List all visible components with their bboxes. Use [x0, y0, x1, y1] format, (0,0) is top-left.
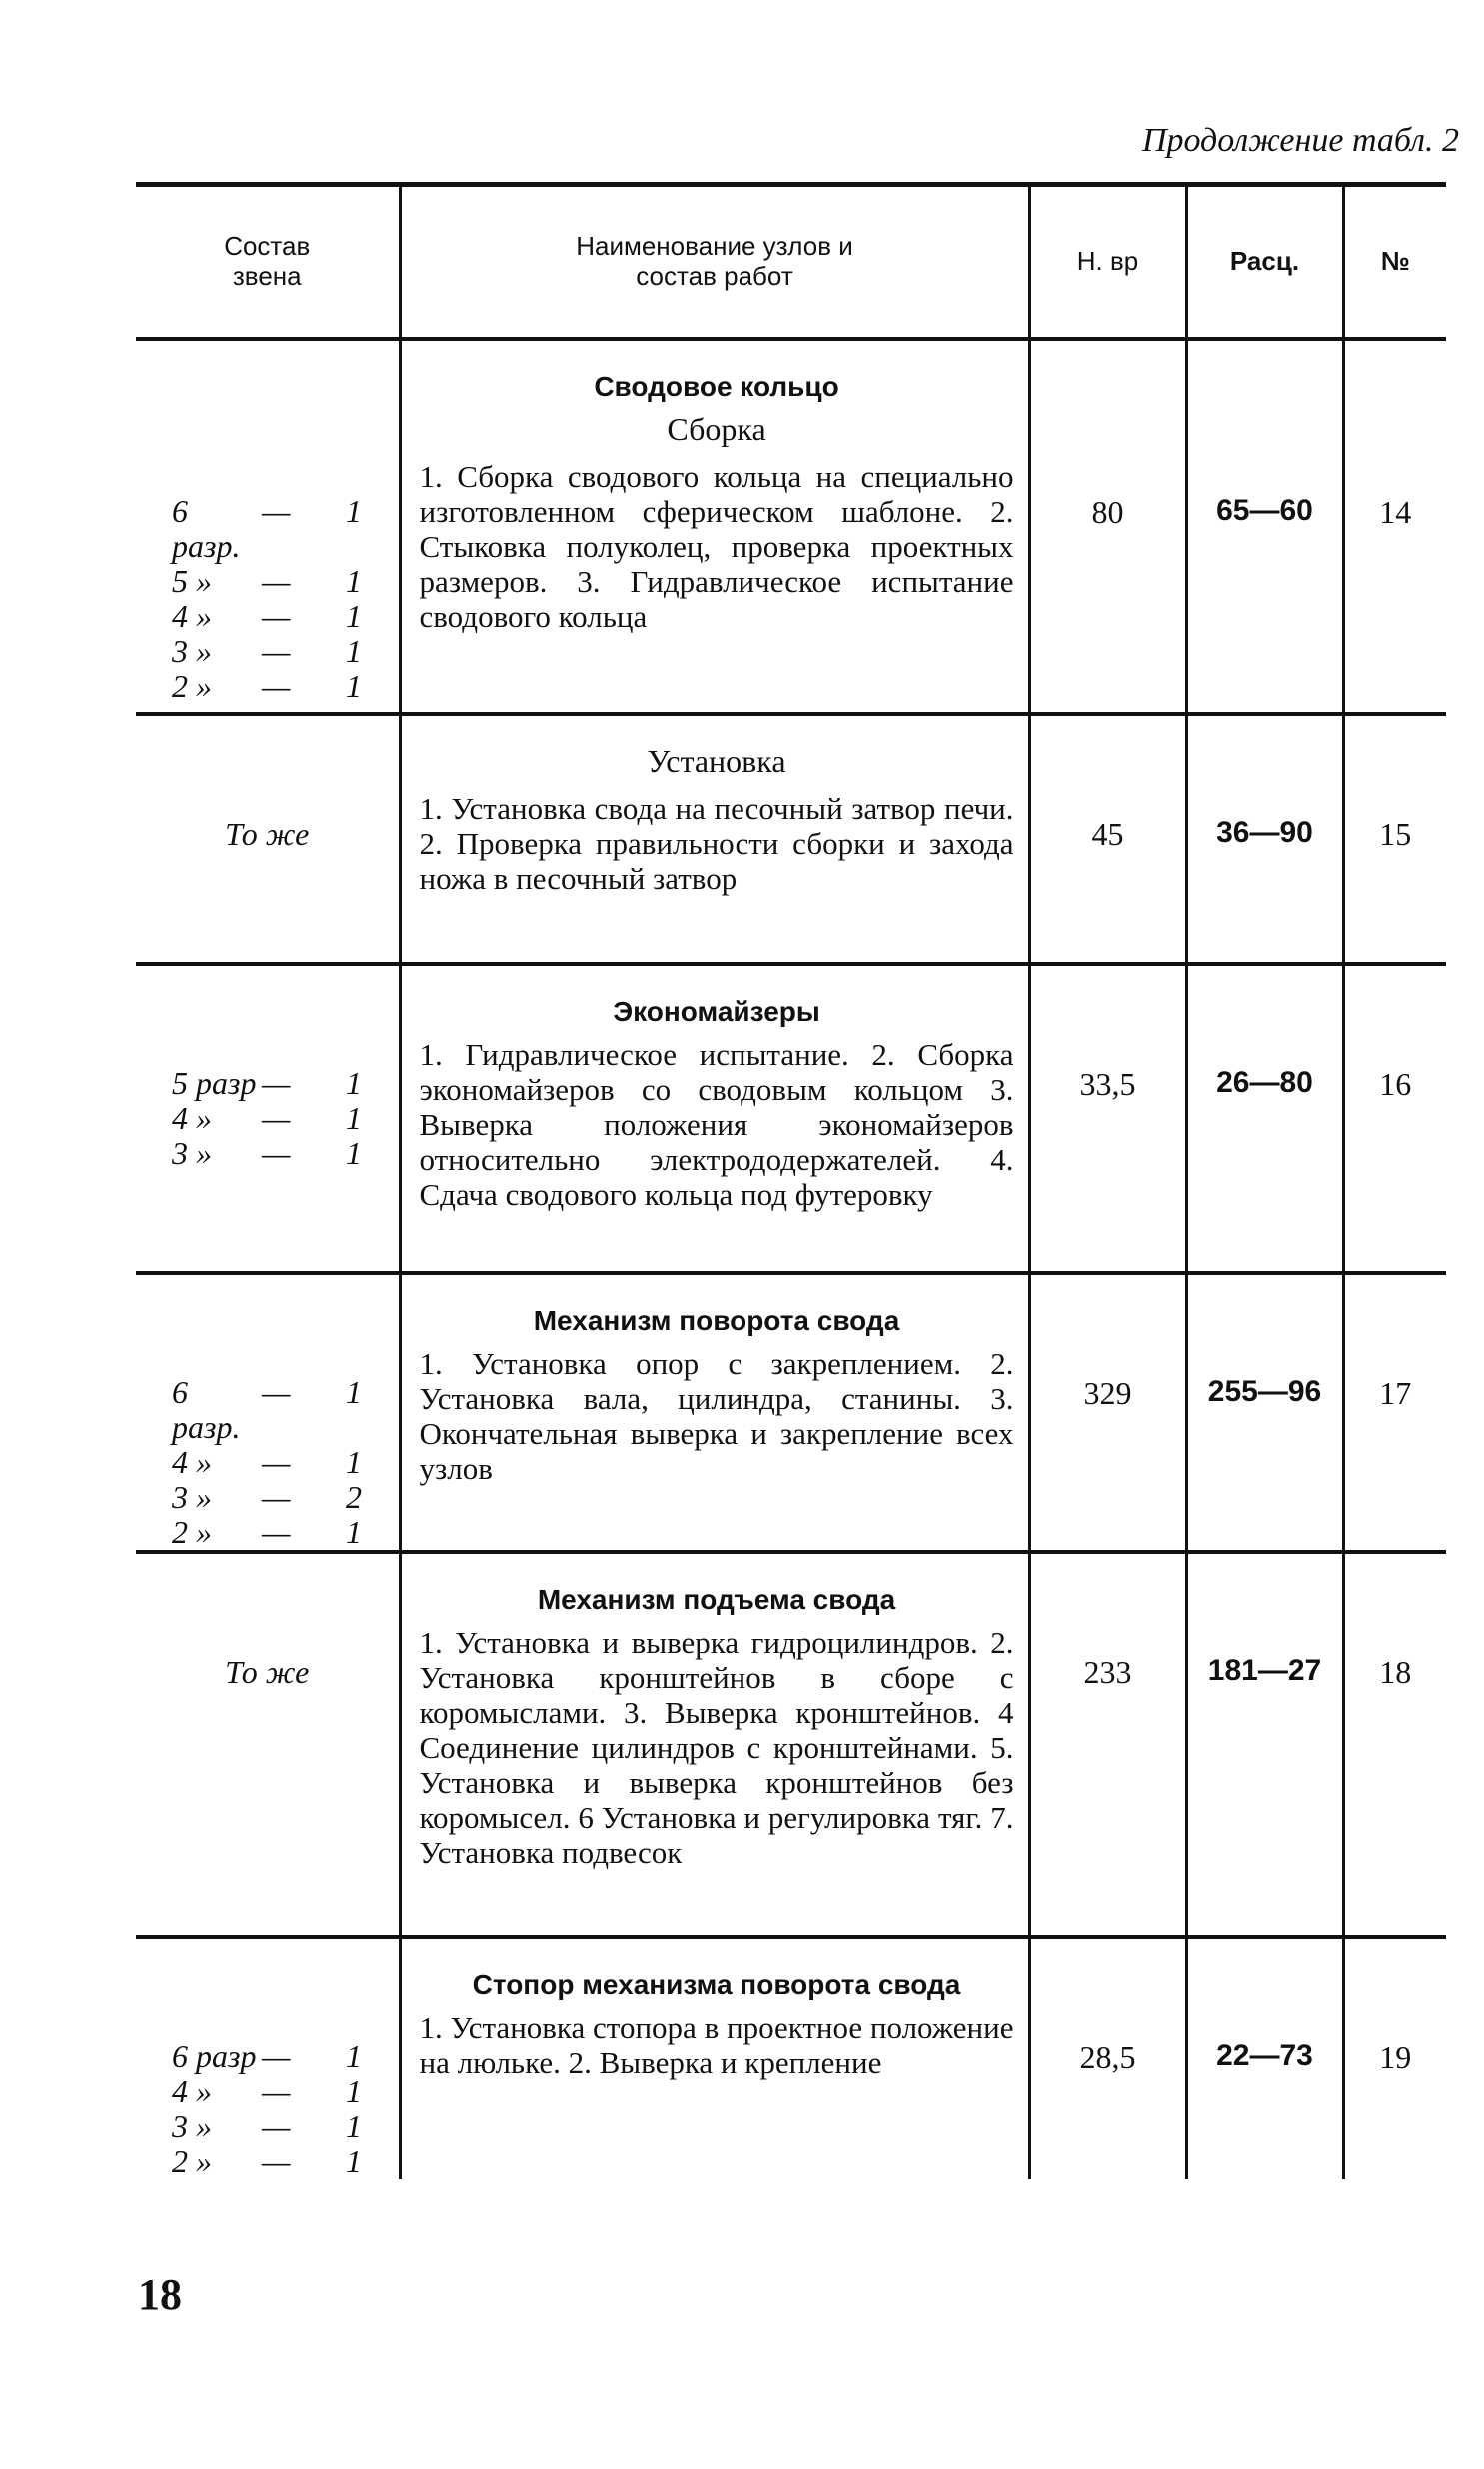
norms-table: [136, 182, 1446, 2179]
crew-count: 1: [346, 1444, 362, 1480]
subsection-title: Установка: [647, 743, 786, 779]
norm-value: 45: [1029, 714, 1186, 964]
row-number: 15: [1343, 714, 1446, 964]
subsection-title: Сборка: [667, 411, 766, 447]
rate-value: 65—60: [1186, 339, 1343, 714]
crew-cell: [136, 1937, 400, 2179]
work-cell: [400, 714, 1029, 964]
crew-line: [172, 494, 399, 564]
crew-dash: —: [262, 2073, 291, 2109]
row-number: 16: [1343, 964, 1446, 1273]
work-cell: [400, 339, 1029, 714]
crew-dash: —: [262, 2108, 291, 2144]
crew-count: 1: [346, 2038, 362, 2074]
rate-value: 26—80: [1186, 964, 1343, 1273]
row-number: 17: [1343, 1273, 1446, 1552]
norm-value: 28,5: [1029, 1937, 1186, 2179]
crew-count: 1: [346, 1065, 362, 1101]
crew-count: 1: [346, 2073, 362, 2109]
page-number: 18: [138, 2270, 182, 2319]
norm-value: 329: [1029, 1273, 1186, 1552]
crew-dash: —: [262, 2038, 291, 2074]
table-row: [136, 1552, 1446, 1937]
crew-line: [172, 634, 399, 669]
crew-line: [172, 1445, 399, 1480]
crew-count: 1: [346, 633, 362, 669]
crew-cell: [136, 714, 400, 964]
work-description: 1. Гидравлическое испытание. 2. Сборка экономайзеров со сводовым кольцом 3. Выверка положения экономайзеров относительно электрододержателей. 4. Сдача сводового кольца под футеровку: [419, 1037, 1014, 1212]
table-row: [136, 1273, 1446, 1552]
crew-grade: 2 »: [172, 1514, 212, 1550]
crew-count: 1: [346, 1135, 362, 1171]
section-title: Экономайзеры: [613, 996, 820, 1027]
crew-dash: —: [262, 1100, 291, 1136]
work-cell: [400, 1552, 1029, 1937]
crew-grade: 3 »: [172, 1135, 212, 1171]
crew-count: 1: [346, 1374, 362, 1410]
work-cell: [400, 1937, 1029, 2179]
header-rate: Расц.: [1186, 185, 1343, 340]
norm-value: 80: [1029, 339, 1186, 714]
table-row: [136, 339, 1446, 714]
row-number: 14: [1343, 339, 1446, 714]
work-cell: [400, 1273, 1029, 1552]
crew-line: [172, 1101, 399, 1136]
crew-dash: —: [262, 1135, 291, 1171]
crew-line: [172, 564, 399, 599]
crew-grade: 4 »: [172, 1100, 212, 1136]
same-crew-label: То же: [225, 1654, 310, 1690]
header-norm: Н. вр: [1029, 185, 1186, 340]
crew-dash: —: [262, 2143, 291, 2179]
crew-grade: 6 разр.: [172, 493, 241, 564]
work-cell: [400, 964, 1029, 1273]
work-description: 1. Сборка сводового кольца на специально изготовленном сферическом шаблоне. 2. Стыковка полуколец, проверка проектных размеров. 3. Гидравлическое испытание сводового кольца: [419, 459, 1014, 634]
crew-count: 1: [346, 1514, 362, 1550]
norm-value: 233: [1029, 1552, 1186, 1937]
continued-caption: Продолжение табл. 2: [1141, 122, 1459, 159]
rate-value: 255—96: [1186, 1273, 1343, 1552]
crew-grade: 4 »: [172, 2073, 212, 2109]
work-description: 1. Установка стопора в проектное положение на люльке. 2. Выверка и крепление: [419, 2010, 1014, 2080]
work-description: 1. Установка опор с закреплением. 2. Установка вала, цилиндра, станины. 3. Окончательная выверка и закрепление всех узлов: [419, 1346, 1014, 1486]
row-number: 19: [1343, 1937, 1446, 2179]
crew-dash: —: [262, 1514, 291, 1550]
crew-dash: —: [262, 633, 291, 669]
crew-line: [172, 1515, 399, 1550]
crew-grade: 2 »: [172, 668, 212, 704]
crew-grade: 6 разр: [172, 2038, 257, 2074]
same-crew-label: То же: [225, 816, 310, 852]
header-no: №: [1343, 185, 1446, 340]
crew-count: 1: [346, 2143, 362, 2179]
crew-grade: 3 »: [172, 633, 212, 669]
crew-dash: —: [262, 1065, 291, 1101]
crew-line: [172, 1136, 399, 1171]
crew-count: 1: [346, 563, 362, 599]
crew-dash: —: [262, 1479, 291, 1515]
norm-value: 33,5: [1029, 964, 1186, 1273]
rate-value: 22—73: [1186, 1937, 1343, 2179]
crew-line: [172, 2144, 399, 2179]
crew-count: 1: [346, 2108, 362, 2144]
header-crew: Состав звена: [136, 185, 400, 340]
section-title: Механизм подъема свода: [537, 1584, 896, 1615]
crew-grade: 5 разр: [172, 1065, 257, 1101]
table-row: [136, 1937, 1446, 2179]
crew-grade: 6 разр.: [172, 1374, 241, 1445]
crew-line: [172, 1375, 399, 1445]
crew-count: 1: [346, 598, 362, 634]
crew-dash: —: [262, 1374, 291, 1410]
section-title: Механизм поворота свода: [533, 1305, 900, 1336]
table-body: [136, 339, 1446, 2179]
crew-count: 2: [346, 1479, 362, 1515]
crew-line: [172, 669, 399, 704]
section-title: Стопор механизма поворота свода: [472, 1969, 961, 2000]
crew-cell: [136, 964, 400, 1273]
table-row: [136, 964, 1446, 1273]
crew-grade: 5 »: [172, 563, 212, 599]
crew-line: [172, 1480, 399, 1515]
crew-count: 1: [346, 493, 362, 529]
crew-line: [172, 2074, 399, 2109]
crew-count: 1: [346, 1100, 362, 1136]
crew-cell: [136, 1273, 400, 1552]
section-title: Сводовое кольцо: [594, 371, 839, 402]
work-description: 1. Установка свода на песочный затвор печи. 2. Проверка правильности сборки и захода ножа в песочный затвор: [419, 791, 1014, 896]
table-row: [136, 714, 1446, 964]
crew-count: 1: [346, 668, 362, 704]
crew-line: [172, 2109, 399, 2144]
crew-cell: [136, 339, 400, 714]
table-header-row: [136, 185, 1446, 340]
crew-dash: —: [262, 668, 291, 704]
crew-dash: —: [262, 493, 291, 529]
rate-value: 181—27: [1186, 1552, 1343, 1937]
crew-dash: —: [262, 1444, 291, 1480]
crew-grade: 3 »: [172, 2108, 212, 2144]
crew-cell: [136, 1552, 400, 1937]
rate-value: 36—90: [1186, 714, 1343, 964]
crew-line: [172, 1066, 399, 1101]
crew-dash: —: [262, 563, 291, 599]
row-number: 18: [1343, 1552, 1446, 1937]
crew-line: [172, 2039, 399, 2074]
crew-grade: 3 »: [172, 1479, 212, 1515]
work-description: 1. Установка и выверка гидроцилиндров. 2. Установка кронштейнов в сборе с коромыслами. 3. Выверка кронштейнов. 4 Соединение цилиндров с кронштейнами. 5. Установка и выверка кронштейнов без коромысел. 6 Установка и регулировка тяг. 7. Установка подвесок: [419, 1625, 1014, 1870]
crew-grade: 4 »: [172, 1444, 212, 1480]
header-name: Наименование узлов и состав работ: [400, 185, 1029, 340]
crew-line: [172, 599, 399, 634]
crew-grade: 4 »: [172, 598, 212, 634]
crew-grade: 2 »: [172, 2143, 212, 2179]
crew-dash: —: [262, 598, 291, 634]
